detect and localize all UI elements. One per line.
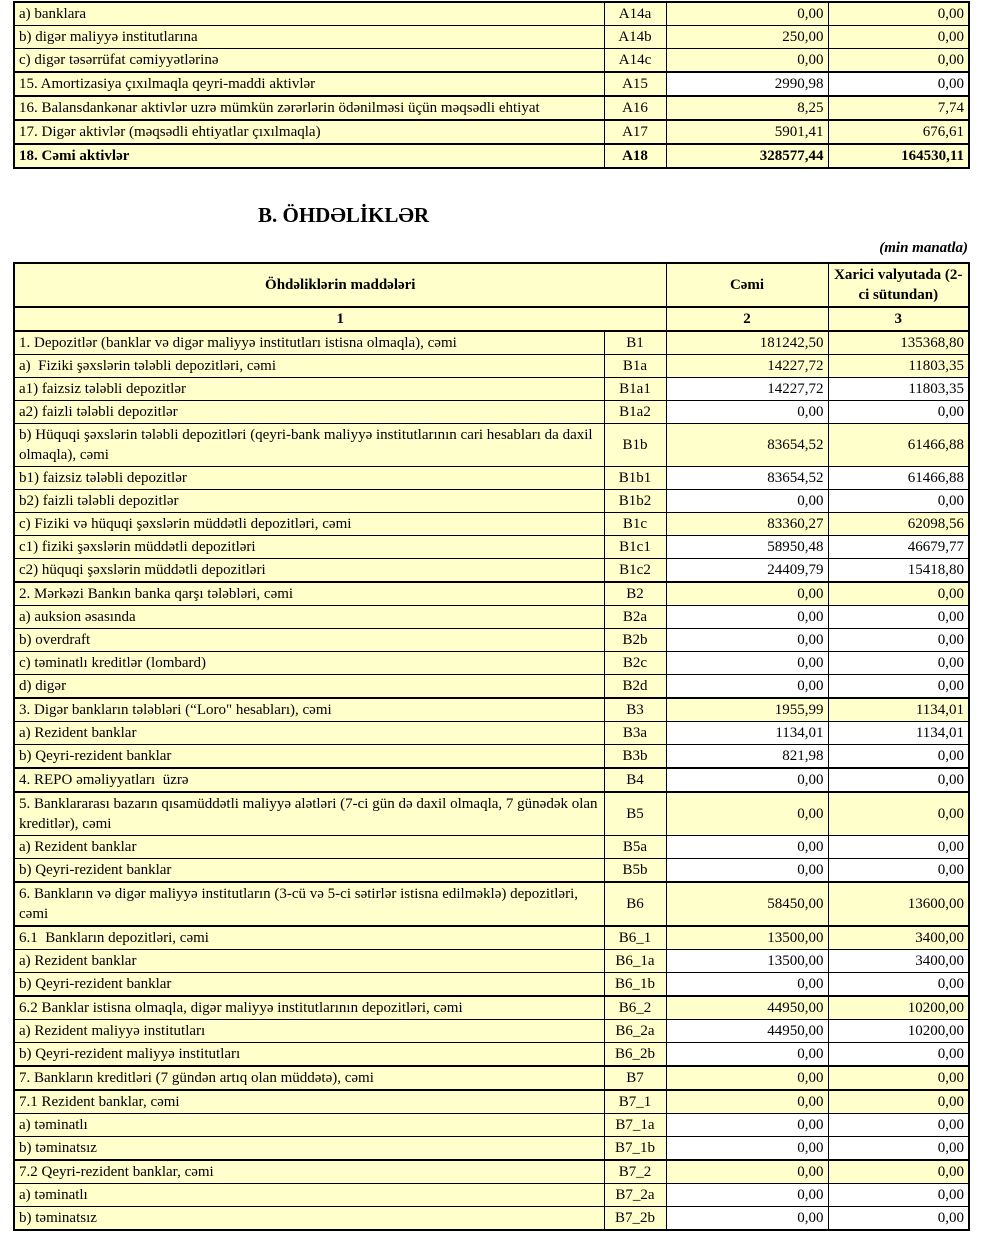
row-total-value: 0,00 [666,768,828,792]
table-row [14,652,969,675]
row-foreign-currency-value: 0,00 [828,490,969,513]
row-foreign-currency-value: 0,00 [828,629,969,652]
table-row [14,629,969,652]
row-code: B1a [604,355,666,378]
row-foreign-currency-value: 0,00 [828,1160,969,1184]
table-row [14,120,969,144]
row-label: b) təminatsız [14,1137,604,1161]
row-foreign-currency-value: 0,00 [828,1207,969,1231]
row-total-value: 0,00 [666,2,828,26]
row-foreign-currency-value: 46679,77 [828,536,969,559]
row-foreign-currency-value: 0,00 [828,859,969,883]
row-label: 2. Mərkəzi Bankın banka qarşı tələbləri, cəmi [14,582,604,606]
row-total-value: 0,00 [666,1160,828,1184]
table-row [14,2,969,26]
row-foreign-currency-value: 0,00 [828,836,969,859]
row-code: B2d [604,675,666,699]
table-row [14,72,969,96]
table-row [14,882,969,926]
row-total-value: 0,00 [666,1090,828,1114]
row-label: 15. Amortizasiya çıxılmaqla qeyri-maddi aktivlər [14,72,604,96]
row-code: A14b [604,26,666,49]
row-label: c) digər təsərrüfat cəmiyyətlərinə [14,49,604,73]
row-label: 7.2 Qeyri-rezident banklar, cəmi [14,1160,604,1184]
table-row [14,792,969,836]
row-total-value: 0,00 [666,582,828,606]
row-foreign-currency-value: 0,00 [828,49,969,73]
row-total-value: 83654,52 [666,467,828,490]
row-code: B1c [604,513,666,536]
row-total-value: 0,00 [666,792,828,836]
table-row [14,49,969,73]
table-row [14,559,969,583]
row-foreign-currency-value: 0,00 [828,768,969,792]
row-code: B3 [604,698,666,722]
row-total-value: 0,00 [666,1066,828,1090]
table-row [14,26,969,49]
row-code: B7_2 [604,1160,666,1184]
row-label: a) təminatlı [14,1184,604,1207]
row-label: 7.1 Rezident banklar, cəmi [14,1090,604,1114]
row-label: b1) faizsiz tələbli depozitlər [14,467,604,490]
table-row [14,1160,969,1184]
table-row [14,401,969,424]
row-foreign-currency-value: 0,00 [828,72,969,96]
row-total-value: 0,00 [666,49,828,73]
row-code: B1b [604,424,666,467]
row-label: 6.1 Bankların depozitləri, cəmi [14,926,604,950]
row-total-value: 0,00 [666,606,828,629]
row-foreign-currency-value: 0,00 [828,675,969,699]
row-code: B2a [604,606,666,629]
row-total-value: 14227,72 [666,355,828,378]
table-row [14,1114,969,1137]
row-label: b) digər maliyyə institutlarına [14,26,604,49]
row-code: A15 [604,72,666,96]
row-label: 16. Balansdankənar aktivlər uzrə mümkün zərərlərin ödənilməsi üçün məqsədli ehtiyat [14,96,604,120]
row-total-value: 1955,99 [666,698,828,722]
row-foreign-currency-value: 10200,00 [828,996,969,1020]
row-label: c) təminatlı kreditlər (lombard) [14,652,604,675]
row-total-value: 5901,41 [666,120,828,144]
section-b-title: B. ÖHDƏLİKLƏR [258,203,430,227]
row-code: B2c [604,652,666,675]
column-number-2: 2 [666,307,828,331]
row-foreign-currency-value: 0,00 [828,652,969,675]
row-code: B7_2a [604,1184,666,1207]
row-code: B6_1 [604,926,666,950]
row-label: 18. Cəmi aktivlər [14,144,604,168]
table-row [14,698,969,722]
row-label: b2) faizli tələbli depozitlər [14,490,604,513]
row-label: a) auksion əsasında [14,606,604,629]
row-code: B5b [604,859,666,883]
row-code: A14c [604,49,666,73]
row-code: B6_1a [604,950,666,973]
table-row [14,378,969,401]
row-code: B7_1a [604,1114,666,1137]
row-total-value: 0,00 [666,675,828,699]
row-label: c1) fiziki şəxslərin müddətli depozitləri [14,536,604,559]
row-label: b) təminatsız [14,1207,604,1231]
table-row [14,467,969,490]
row-code: B6_2b [604,1043,666,1067]
table-row [14,490,969,513]
table-row [14,745,969,769]
row-label: a) Fiziki şəxslərin tələbli depozitləri, cəmi [14,355,604,378]
row-label: 4. REPO əməliyyatları üzrə [14,768,604,792]
row-foreign-currency-value: 0,00 [828,745,969,769]
row-foreign-currency-value: 0,00 [828,1090,969,1114]
row-foreign-currency-value: 11803,35 [828,355,969,378]
row-total-value: 181242,50 [666,331,828,355]
table-row [14,973,969,997]
row-foreign-currency-value: 0,00 [828,792,969,836]
row-code: A18 [604,144,666,168]
table-row [14,513,969,536]
table-row [14,1184,969,1207]
row-foreign-currency-value: 1134,01 [828,698,969,722]
table-row [14,768,969,792]
row-foreign-currency-value: 135368,80 [828,331,969,355]
row-code: B5a [604,836,666,859]
row-foreign-currency-value: 164530,11 [828,144,969,168]
row-label: 1. Depozitlər (banklar və digər maliyyə institutları istisna olmaqla), cəmi [14,331,604,355]
table-row [14,926,969,950]
row-total-value: 0,00 [666,1137,828,1161]
row-code: B7 [604,1066,666,1090]
row-label: b) Qeyri-rezident banklar [14,973,604,997]
row-code: B7_1b [604,1137,666,1161]
row-total-value: 1134,01 [666,722,828,745]
row-foreign-currency-value: 0,00 [828,1114,969,1137]
row-foreign-currency-value: 1134,01 [828,722,969,745]
row-foreign-currency-value: 676,61 [828,120,969,144]
row-total-value: 13500,00 [666,926,828,950]
row-total-value: 58450,00 [666,882,828,926]
row-code: B1b1 [604,467,666,490]
row-label: 5. Banklararası bazarın qısamüddətli maliyyə alətləri (7-ci gün də daxil olmaqla, 7 günədək olan kreditlər), cəmi [14,792,604,836]
row-foreign-currency-value: 61466,88 [828,424,969,467]
unit-note: (min manatla) [879,240,968,256]
table-row [14,536,969,559]
row-total-value: 0,00 [666,973,828,997]
row-foreign-currency-value: 13600,00 [828,882,969,926]
table-row [14,606,969,629]
row-label: 6.2 Banklar istisna olmaqla, digər maliyyə institutlarının depozitləri, cəmi [14,996,604,1020]
column-header-foreign: Xarici valyutada (2-ci sütundan) [828,263,969,307]
row-foreign-currency-value: 0,00 [828,1184,969,1207]
row-total-value: 821,98 [666,745,828,769]
row-total-value: 0,00 [666,1043,828,1067]
row-foreign-currency-value: 0,00 [828,26,969,49]
table-row [14,1020,969,1043]
row-foreign-currency-value: 0,00 [828,606,969,629]
assets-table [13,1,970,169]
table-row [14,331,969,355]
column-header-total: Cəmi [666,263,828,307]
row-label: d) digər [14,675,604,699]
row-label: b) Hüquqi şəxslərin tələbli depozitləri (qeyri-bank maliyyə institutlarının cari hesabları da daxil olmaqla), cəmi [14,424,604,467]
row-label: a) Rezident banklar [14,950,604,973]
row-code: A14a [604,2,666,26]
row-label: a) banklara [14,2,604,26]
row-total-value: 0,00 [666,836,828,859]
row-total-value: 0,00 [666,859,828,883]
row-code: B1a2 [604,401,666,424]
row-label: a) Rezident banklar [14,722,604,745]
column-number-1: 1 [14,307,666,331]
table-row [14,996,969,1020]
row-total-value: 83360,27 [666,513,828,536]
row-total-value: 58950,48 [666,536,828,559]
row-total-value: 83654,52 [666,424,828,467]
table-row [14,1207,969,1231]
row-label: 6. Bankların və digər maliyyə institutların (3-cü və 5-ci sətirlər istisna edilməklə) depozitləri, cəmi [14,882,604,926]
table-row [14,675,969,699]
liabilities-table [13,262,970,1231]
table-row [14,1066,969,1090]
row-label: 17. Digər aktivlər (məqsədli ehtiyatlar çıxılmaqla) [14,120,604,144]
row-total-value: 8,25 [666,96,828,120]
row-label: a1) faizsiz tələbli depozitlər [14,378,604,401]
row-foreign-currency-value: 0,00 [828,973,969,997]
column-header-items: Öhdəliklərin maddələri [14,263,666,307]
table-row [14,96,969,120]
row-code: B6 [604,882,666,926]
row-code: B6_1b [604,973,666,997]
row-total-value: 0,00 [666,490,828,513]
row-label: a) təminatlı [14,1114,604,1137]
row-foreign-currency-value: 0,00 [828,1043,969,1067]
row-code: B3a [604,722,666,745]
row-label: a) Rezident maliyyə institutları [14,1020,604,1043]
row-total-value: 13500,00 [666,950,828,973]
row-code: B2b [604,629,666,652]
row-total-value: 0,00 [666,1114,828,1137]
row-code: B7_1 [604,1090,666,1114]
table-row [14,859,969,883]
row-foreign-currency-value: 62098,56 [828,513,969,536]
row-foreign-currency-value: 15418,80 [828,559,969,583]
column-numbers-row [14,307,969,331]
row-label: a) Rezident banklar [14,836,604,859]
row-code: B1c2 [604,559,666,583]
table-row [14,1043,969,1067]
row-label: b) Qeyri-rezident banklar [14,859,604,883]
column-number-3: 3 [828,307,969,331]
row-total-value: 24409,79 [666,559,828,583]
liabilities-header-row [14,263,969,307]
row-code: B1 [604,331,666,355]
row-total-value: 0,00 [666,1207,828,1231]
row-label: c2) hüquqi şəxslərin müddətli depozitləri [14,559,604,583]
row-label: 7. Bankların kreditləri (7 gündən artıq olan müddətə), cəmi [14,1066,604,1090]
row-total-value: 0,00 [666,629,828,652]
row-code: A16 [604,96,666,120]
table-row [14,836,969,859]
row-foreign-currency-value: 0,00 [828,2,969,26]
row-foreign-currency-value: 10200,00 [828,1020,969,1043]
table-row [14,424,969,467]
row-total-value: 328577,44 [666,144,828,168]
row-label: 3. Digər bankların tələbləri (“Loro" hesabları), cəmi [14,698,604,722]
table-row [14,1137,969,1161]
table-row [14,582,969,606]
row-total-value: 0,00 [666,1184,828,1207]
row-foreign-currency-value: 0,00 [828,582,969,606]
row-code: B2 [604,582,666,606]
row-foreign-currency-value: 0,00 [828,401,969,424]
row-foreign-currency-value: 0,00 [828,1066,969,1090]
row-label: b) Qeyri-rezident banklar [14,745,604,769]
row-total-value: 0,00 [666,652,828,675]
row-label: c) Fiziki və hüquqi şəxslərin müddətli depozitləri, cəmi [14,513,604,536]
table-row [14,950,969,973]
row-foreign-currency-value: 61466,88 [828,467,969,490]
row-code: B7_2b [604,1207,666,1231]
row-code: A17 [604,120,666,144]
row-total-value: 14227,72 [666,378,828,401]
row-total-value: 0,00 [666,401,828,424]
row-code: B6_2a [604,1020,666,1043]
table-row [14,722,969,745]
row-foreign-currency-value: 3400,00 [828,926,969,950]
row-label: b) overdraft [14,629,604,652]
row-code: B6_2 [604,996,666,1020]
row-code: B5 [604,792,666,836]
row-total-value: 44950,00 [666,1020,828,1043]
row-total-value: 250,00 [666,26,828,49]
table-row [14,355,969,378]
row-code: B3b [604,745,666,769]
row-label: a2) faizli tələbli depozitlər [14,401,604,424]
row-total-value: 44950,00 [666,996,828,1020]
row-code: B1b2 [604,490,666,513]
row-code: B4 [604,768,666,792]
row-code: B1a1 [604,378,666,401]
row-code: B1c1 [604,536,666,559]
table-row [14,144,969,168]
row-foreign-currency-value: 3400,00 [828,950,969,973]
row-total-value: 2990,98 [666,72,828,96]
row-label: b) Qeyri-rezident maliyyə institutları [14,1043,604,1067]
row-foreign-currency-value: 7,74 [828,96,969,120]
row-foreign-currency-value: 0,00 [828,1137,969,1161]
table-row [14,1090,969,1114]
row-foreign-currency-value: 11803,35 [828,378,969,401]
